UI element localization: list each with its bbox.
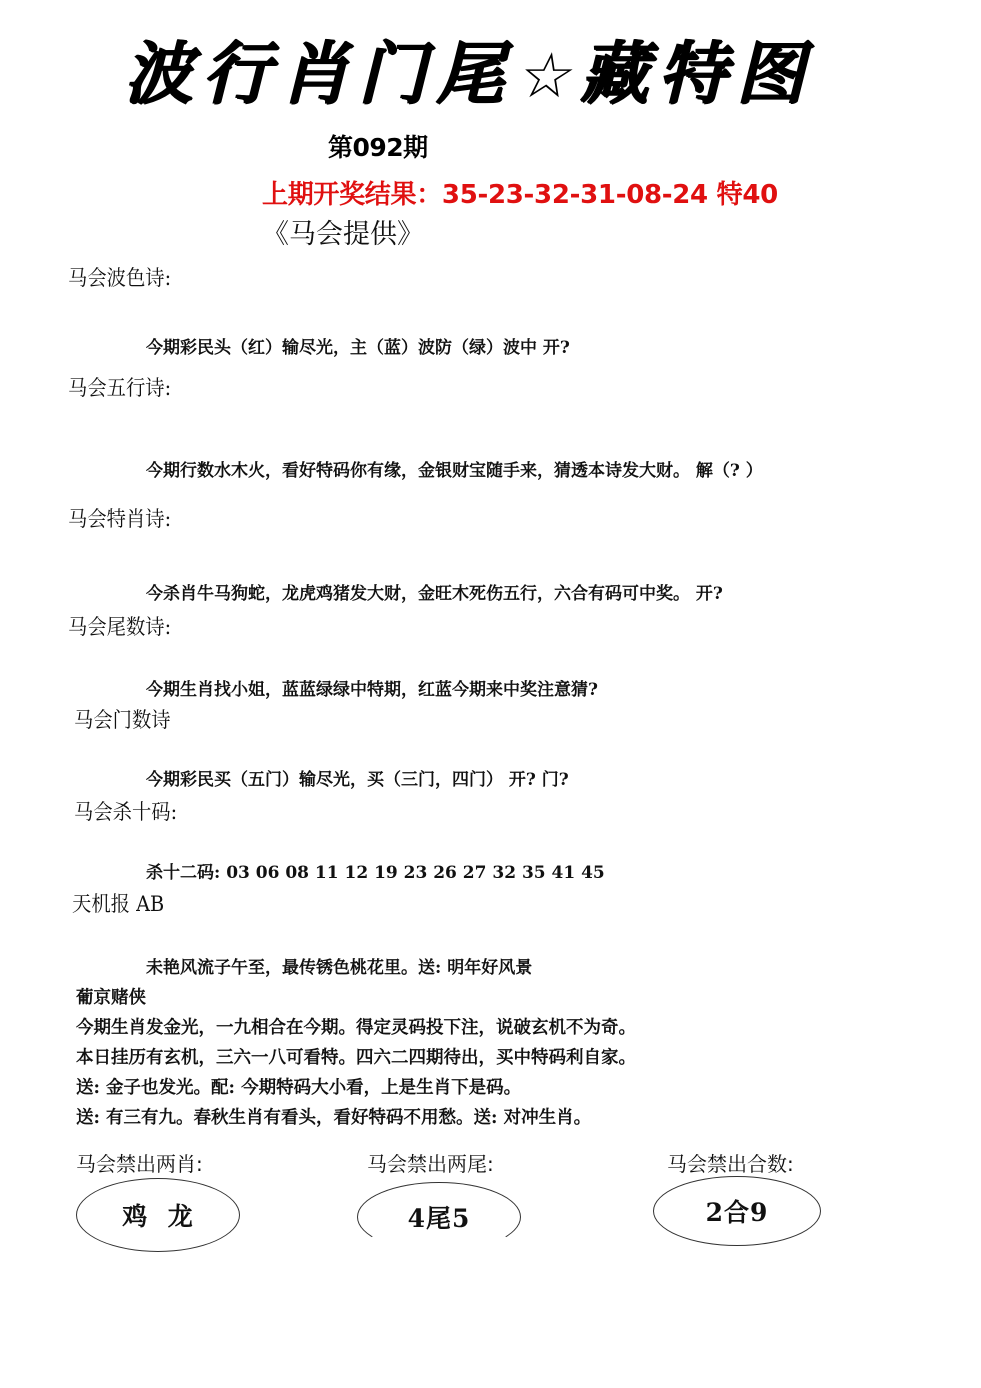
last-result — [262, 174, 778, 211]
ban-value-zodiac: 鸡 龙 — [122, 1202, 194, 1231]
poem-five-elements: 今期行数水木火，看好特码你有缘，金银财宝随手来，猜透本诗发大财。 解（? ） — [146, 461, 763, 481]
last-result-numbers: 35-23-32-31-08-24 — [441, 180, 708, 210]
section-title-gate-number: 马会门数诗 — [74, 708, 171, 732]
kill-numbers-list: 杀十二码: 03 06 08 11 12 19 23 26 27 32 35 41 45 — [146, 863, 605, 883]
ban-value-sum: 2合9 — [705, 1198, 769, 1227]
provider-label: 《马会提供》 — [262, 219, 424, 250]
issue-number: 第092期 — [328, 133, 428, 162]
section-title-gambler: 葡京赌侠 — [76, 988, 146, 1008]
ban-label-tail: 马会禁出两尾: — [367, 1152, 494, 1176]
banner-char: 图 — [732, 35, 820, 114]
banner-char: 特 — [654, 35, 742, 114]
banner-char: 波 — [120, 35, 208, 114]
section-title-tail-number: 马会尾数诗: — [68, 615, 172, 639]
section-title-kill-numbers: 马会杀十码: — [74, 800, 178, 824]
ban-oval-zodiac — [76, 1178, 240, 1252]
special-number: 特40 — [716, 180, 778, 210]
section-title-zodiac: 马会特肖诗: — [68, 507, 172, 531]
ban-oval-sum — [653, 1176, 821, 1246]
ban-value-tail: 4尾5 — [407, 1204, 471, 1233]
star-icon: ☆ — [513, 38, 583, 112]
ban-oval-tail — [357, 1182, 521, 1252]
ban-label-zodiac: 马会禁出两肖: — [76, 1152, 203, 1176]
poem-tail-number: 今期生肖找小姐，蓝蓝绿绿中特期，红蓝今期来中奖注意猜? — [146, 680, 598, 700]
banner-char: 门 — [354, 35, 443, 114]
banner-char: 藏 — [576, 35, 664, 114]
gambler-line: 本日挂历有玄机，三六一八可看特。四六二四期待出，买中特码利自家。 — [76, 1048, 636, 1068]
last-result-label: 上期开奖结果： — [262, 180, 442, 210]
poem-gate-number: 今期彩民买（五门）输尽光，买（三门，四门） 开? 门? — [146, 770, 569, 790]
gambler-line: 今期生肖发金光，一九相合在今期。得定灵码投下注，说破玄机不为奇。 — [76, 1018, 636, 1038]
banner-title — [120, 30, 820, 120]
section-title-five-elements: 马会五行诗: — [68, 376, 172, 400]
section-title-tianjibao: 天机报 AB — [72, 892, 165, 916]
gambler-line: 送: 有三有九。春秋生肖有看头，看好特码不用愁。送: 对冲生肖。 — [76, 1108, 592, 1128]
poem-wave-color: 今期彩民头（红）输尽光，主（蓝）波防（绿）波中 开? — [146, 338, 570, 358]
poem-tianjibao: 未艳风流子午至，最传锈色桃花里。送: 明年好风景 — [146, 958, 533, 978]
gambler-line: 送: 金子也发光。配: 今期特码大小看，上是生肖下是码。 — [76, 1078, 522, 1098]
banner-char: 尾 — [432, 35, 521, 114]
section-title-wave-color: 马会波色诗: — [68, 266, 172, 290]
banner-char: 行 — [198, 35, 287, 114]
poem-zodiac: 今杀肖牛马狗蛇，龙虎鸡猪发大财，金旺木死伤五行，六合有码可中奖。 开? — [146, 584, 723, 604]
banner-char: 肖 — [276, 35, 365, 114]
ban-label-sum: 马会禁出合数: — [667, 1152, 794, 1176]
